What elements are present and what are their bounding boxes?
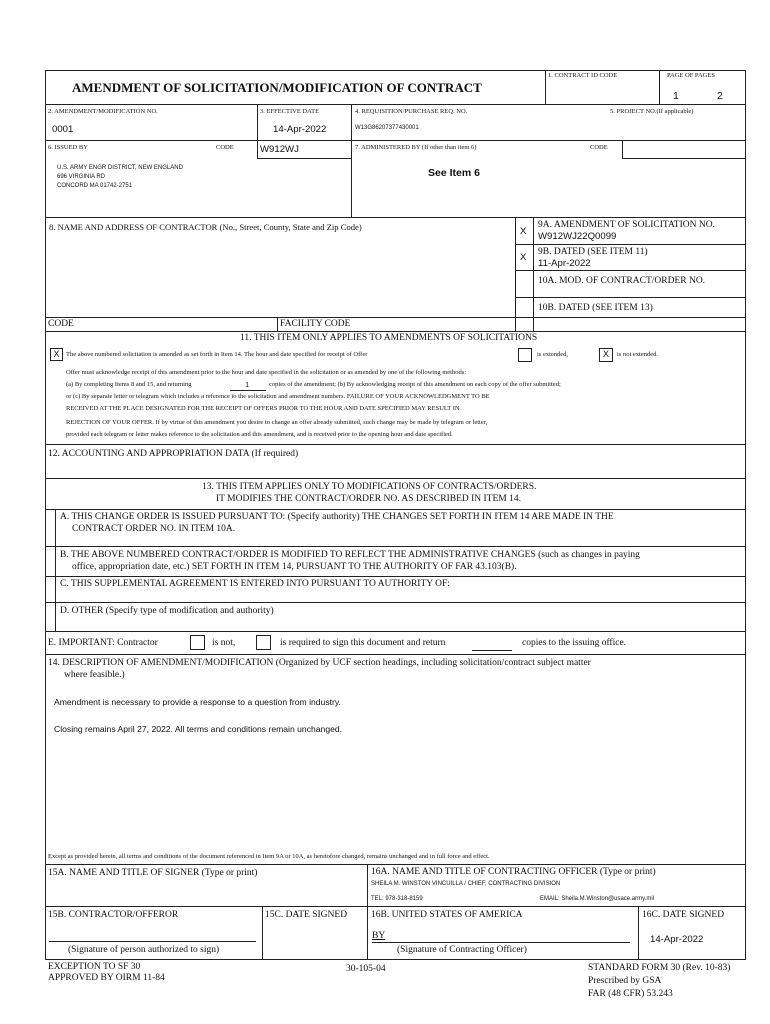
contracting-officer-name: SHEILA M. WINSTON VINCUILLA / CHIEF, CONTRACTING DIVISION [371,881,561,887]
footer-exception: EXCEPTION TO SF 30 [48,962,141,972]
item11-paragraph-2a: (a) By completing Items 8 and 15, and returning [66,381,192,388]
dated-9b: 11-Apr-2022 [538,258,591,269]
item11-paragraph-5: REJECTION OF YOUR OFFER. If by virtue of this amendment you desire to change an offer already submitted, such change may be made by telegram or letter, [66,419,488,426]
officer-date-signed: 14-Apr-2022 [650,934,704,945]
description-label-1: 14. DESCRIPTION OF AMENDMENT/MODIFICATION (Organized by UCF section headings, including solicitation/contract subject matter [48,658,591,668]
solicitation-number-label: 9A. AMENDMENT OF SOLICITATION NO. [538,220,715,230]
amendment-number: 0001 [52,124,74,135]
is-not-label: is not, [212,638,236,648]
administered-by-label: 7. ADMINISTERED BY (If other than item 6) [355,144,477,151]
issuer-address-line3: CONCORD MA 01742-2751 [57,183,133,189]
solicitation-number: W912WJ22Q0099 [538,231,617,242]
description-label-2: where feasible.) [64,670,125,680]
effective-date: 14-Apr-2022 [273,124,327,135]
is-required-label: is required to sign this document and return [280,638,446,648]
item11-heading: 11. THIS ITEM ONLY APPLIES TO AMENDMENTS OF SOLICITATIONS [240,333,538,343]
page-number: 1 [673,90,679,102]
administered-by-code-label: CODE [590,144,608,151]
accounting-data-label: 12. ACCOUNTING AND APPROPRIATION DATA (If required) [48,449,299,459]
issuer-address-line1: U.S. ARMY ENGR DISTRICT, NEW ENGLAND [57,165,183,171]
contractor-signature-field[interactable]: (Signature of person authorized to sign) [68,945,220,955]
important-label: E. IMPORTANT: Contractor [48,638,158,648]
issued-by-label: 6. ISSUED BY [48,144,88,151]
footer-approved-by: APPROVED BY OIRM 11-84 [48,973,165,983]
item11-paragraph-6: provided each telegram or letter makes reference to the solicitation and this amendment, and is received prior to the opening hour and date specified. [66,431,453,438]
issued-by-code: W912WJ [260,144,299,155]
item13-c: C. THIS SUPPLEMENTAL AGREEMENT IS ENTERED INTO PURSUANT TO AUTHORITY OF: [60,579,450,589]
not-extended-label: is not extended. [617,351,658,358]
date-signed-16c-label: 16C. DATE SIGNED [642,910,725,920]
amendment-number-label: 2. AMENDMENT/MODIFICATION NO. [48,108,158,115]
page-of-pages-label: PAGE OF PAGES [667,72,715,79]
requisition-number: W13G86207377430001 [355,125,419,131]
copies-returned: 1 [245,380,250,389]
extended-checkbox[interactable] [518,348,532,362]
description-text-2: Closing remains April 27, 2022. All terms and conditions remain unchanged. [54,724,343,734]
signer-name-label: 15A. NAME AND TITLE OF SIGNER (Type or print) [48,868,258,878]
contractor-code-label: CODE [48,319,74,329]
effective-date-label: 3. EFFECTIVE DATE [260,108,320,115]
total-pages: 2 [717,90,723,102]
item11-paragraph-1: Offer must acknowledge receipt of this amendment prior to the hour and date specified in the solicitation or as amended by one of the following methods: [66,369,467,376]
description-text-1: Amendment is necessary to provide a response to a question from industry. [54,697,341,707]
issuer-address-line2: 696 VIRGINIA RD [57,174,106,180]
dated-10b-label: 10B. DATED (SEE ITEM 13) [538,303,653,313]
item11-line1: The above numbered solicitation is amended as set forth in Item 14. The hour and date specified for receipt of Offer [66,351,368,358]
issued-by-code-label: CODE [216,144,234,151]
item13-heading-2: IT MODIFIES THE CONTRACT/ORDER NO. AS DESCRIBED IN ITEM 14. [216,494,521,504]
form-title: AMENDMENT OF SOLICITATION/MODIFICATION OF CONTRACT [72,80,482,95]
is-not-checkbox[interactable] [190,635,205,650]
amended-checkbox[interactable]: X [50,348,63,361]
administered-by-value: See Item 6 [428,167,480,179]
copies-to-office-label: copies to the issuing office. [522,638,627,648]
contracting-officer-label: 16A. NAME AND TITLE OF CONTRACTING OFFICER (Type or print) [371,867,656,877]
contract-id-label: 1. CONTRACT ID CODE [548,72,618,79]
dated-9b-label: 9B. DATED (SEE ITEM 11) [538,247,648,257]
by-label: BY [372,931,386,941]
item13-d: D. OTHER (Specify type of modification and authority) [60,606,274,616]
contractor-offeror-label: 15B. CONTRACTOR/OFFEROR [48,910,179,920]
mod-contract-label: 10A. MOD. OF CONTRACT/ORDER NO. [538,276,706,286]
not-extended-checkbox[interactable]: X [599,348,613,362]
contractor-label: 8. NAME AND ADDRESS OF CONTRACTOR (No., Street, County, State and Zip Code) [49,222,362,232]
requisition-label: 4. REQUISITION/PURCHASE REQ. NO. [355,108,468,115]
contracting-officer-email: EMAIL: Sheila.M.Winston@usace.army.mil [540,896,655,902]
except-statement: Except as provided herein, all terms and conditions of the document referenced in Item 9A or 10A, as heretofore changed, remains unchanged and in full force and effect. [48,853,490,860]
item13-a-line1: A. THIS CHANGE ORDER IS ISSUED PURSUANT TO: (Specify authority) THE CHANGES SET FORTH IN ITEM 14 ARE MADE IN THE [60,512,614,522]
project-number-label: 5. PROJECT NO.(If applicable) [610,108,694,115]
checkmark-9a: X [520,226,527,237]
facility-code-label: FACILITY CODE [280,319,351,329]
item13-heading-1: 13. THIS ITEM APPLIES ONLY TO MODIFICATIONS OF CONTRACTS/ORDERS. [202,482,537,492]
checkmark-9b: X [520,252,527,263]
extended-label: is extended, [537,351,569,358]
footer-prescribed-by: Prescribed by GSA [588,976,662,986]
footer-far: FAR (48 CFR) 53.243 [588,989,673,999]
item11-paragraph-3: or (c) By separate letter or telegram which includes a reference to the solicitation and amendment numbers. FAILURE OF YOUR ACKNOWLEDGMENT TO BE [66,393,490,400]
footer-form-code: 30-105-04 [346,964,386,974]
item13-b-line1: B. THE ABOVE NUMBERED CONTRACT/ORDER IS MODIFIED TO REFLECT THE ADMINISTRATIVE CHANGES (such as changes in paying [60,550,640,560]
item13-a-line2: CONTRACT ORDER NO. IN ITEM 10A. [72,524,236,534]
item11-paragraph-4: RECEIVED AT THE PLACE DESIGNATED FOR THE RECEIPT OF OFFERS PRIOR TO THE HOUR AND DATE SPECIFIED MAY RESULT IN [66,405,460,412]
item13-b-line2: office, appropriation date, etc.) SET FORTH IN ITEM 14, PURSUANT TO THE AUTHORITY OF FAR 43.103(B). [72,562,517,572]
officer-signature-field[interactable]: (Signature of Contracting Officer) [397,945,527,955]
date-signed-15c-label: 15C. DATE SIGNED [265,910,348,920]
contracting-officer-tel: TEL: 978-318-8159 [371,896,423,902]
item11-paragraph-2b: copies of the amendment; (b) By acknowledging receipt of this amendment on each copy of the offer submitted; [269,381,561,388]
is-required-checkbox[interactable] [256,635,271,650]
footer-standard-form: STANDARD FORM 30 (Rev. 10-83) [588,963,731,973]
united-states-label: 16B. UNITED STATES OF AMERICA [371,910,523,920]
